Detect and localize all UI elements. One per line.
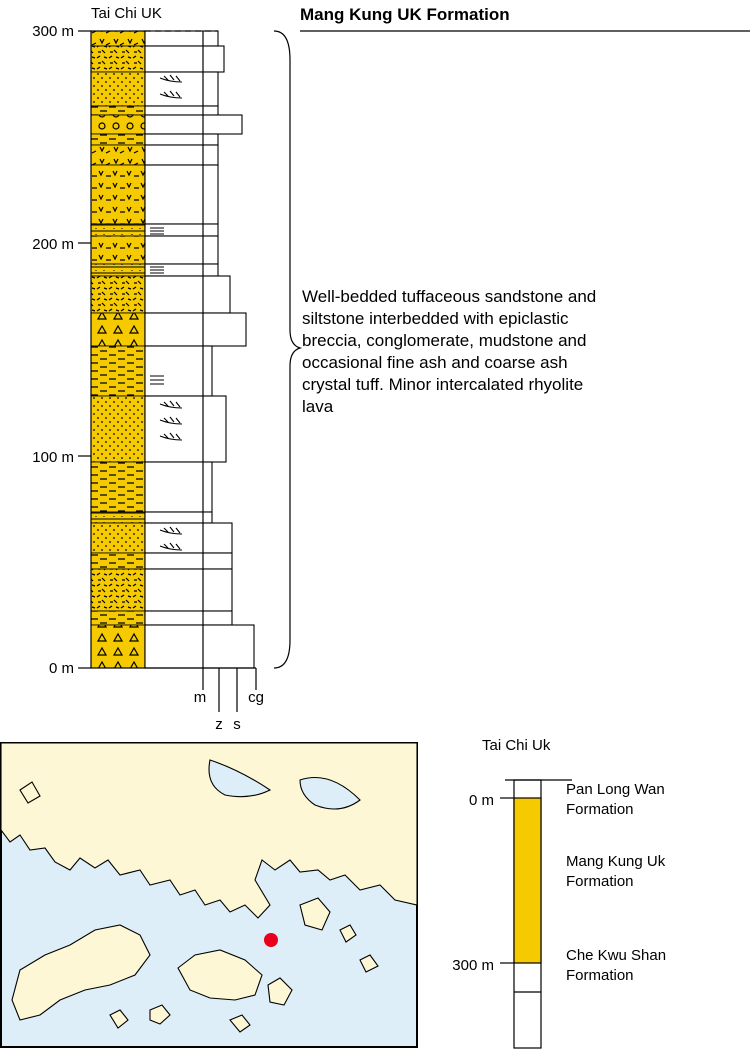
grain-size-bar (145, 236, 218, 264)
log-site-name: Tai Chi UK (91, 5, 162, 22)
depth-tick-300: 300 m (32, 23, 74, 40)
grain-size-bar (145, 523, 232, 553)
grain-size-bar (145, 611, 232, 625)
lithology-bed (91, 115, 145, 134)
lithology-bed (91, 264, 145, 276)
lithology-bed (91, 46, 145, 72)
lithology-bed (91, 224, 145, 236)
grain-size-bar (145, 165, 218, 224)
lithology-bed (91, 523, 145, 553)
formation-che-kwu-shan-name: Che Kwu Shan (566, 947, 667, 964)
location-map (1, 743, 417, 1047)
description-line-6: lava (302, 397, 334, 416)
regional-column (452, 737, 666, 1048)
description-line-4: occasional fine ash and coarse ash (302, 353, 568, 372)
lithology-bed (91, 512, 145, 523)
formation-mang-kung-uk-name: Mang Kung Uk (566, 853, 666, 870)
description-line-5: crystal tuff. Minor intercalated rhyolite (302, 375, 584, 394)
description-line-3: breccia, conglomerate, mudstone and (302, 331, 587, 350)
lithology-column (91, 31, 145, 668)
lithology-bed (91, 134, 145, 145)
lithology-bed (91, 625, 145, 668)
description-line-1: Well-bedded tuffaceous sandstone and (302, 287, 597, 306)
grain-size-bar (145, 115, 242, 134)
formation-che-kwu-shan-suffix: Formation (566, 967, 634, 984)
grain-size-bar (145, 276, 230, 313)
grain-size-bar (145, 145, 218, 165)
grain-size-bar (145, 46, 224, 72)
grain-size-bar (145, 462, 212, 512)
lithology-bed (91, 106, 145, 115)
formation-brace (274, 31, 300, 668)
lithology-bed (91, 165, 145, 224)
lithology-bed (91, 313, 145, 346)
column-tick-0: 0 m (468, 792, 494, 809)
lithology-bed (91, 276, 145, 313)
lithology-bed (91, 236, 145, 264)
mang-kung-uk-interval (514, 798, 541, 963)
description-line-2: siltstone interbedded with epiclastic (302, 309, 569, 328)
lithology-bed (91, 346, 145, 396)
grain-size-bar (145, 31, 218, 46)
column-tick-300: 300 m (452, 957, 494, 974)
lithology-bed (91, 145, 145, 165)
grain-size-bar (145, 106, 218, 115)
grain-label-cg: cg (248, 689, 264, 706)
formation-title: Mang Kung UK Formation (300, 5, 510, 24)
grain-label-m: m (193, 689, 207, 706)
grain-size-bar (145, 512, 212, 523)
lithology-bed (91, 462, 145, 512)
depth-tick-100: 100 m (32, 449, 74, 466)
lithology-bed (91, 72, 145, 106)
lithology-bed (91, 396, 145, 462)
grain-size-bars (145, 31, 254, 668)
formation-pan-long-wan-name: Pan Long Wan (566, 781, 665, 798)
lithology-bed (91, 569, 145, 611)
lithology-bed (91, 31, 145, 46)
depth-tick-200: 200 m (32, 236, 74, 253)
grain-size-bar (145, 313, 246, 346)
grain-size-bar (145, 134, 218, 145)
grain-label-z: z (215, 716, 223, 733)
grain-size-bar (145, 553, 232, 569)
lithology-bed (91, 553, 145, 569)
lithology-bed (91, 611, 145, 625)
depth-axis (32, 23, 91, 677)
depth-tick-0: 0 m (48, 660, 74, 677)
grain-label-s: s (233, 716, 241, 733)
column-site-name: Tai Chi Uk (482, 737, 551, 754)
grain-size-bar (145, 569, 232, 611)
grain-size-bar (145, 72, 218, 106)
formation-mang-kung-uk-suffix: Formation (566, 873, 634, 890)
grain-size-bar (145, 625, 254, 668)
grain-size-bar (145, 346, 212, 396)
formation-pan-long-wan-suffix: Formation (566, 801, 634, 818)
grain-size-bar (145, 396, 226, 462)
location-marker (264, 933, 278, 947)
formation-description (302, 287, 596, 416)
